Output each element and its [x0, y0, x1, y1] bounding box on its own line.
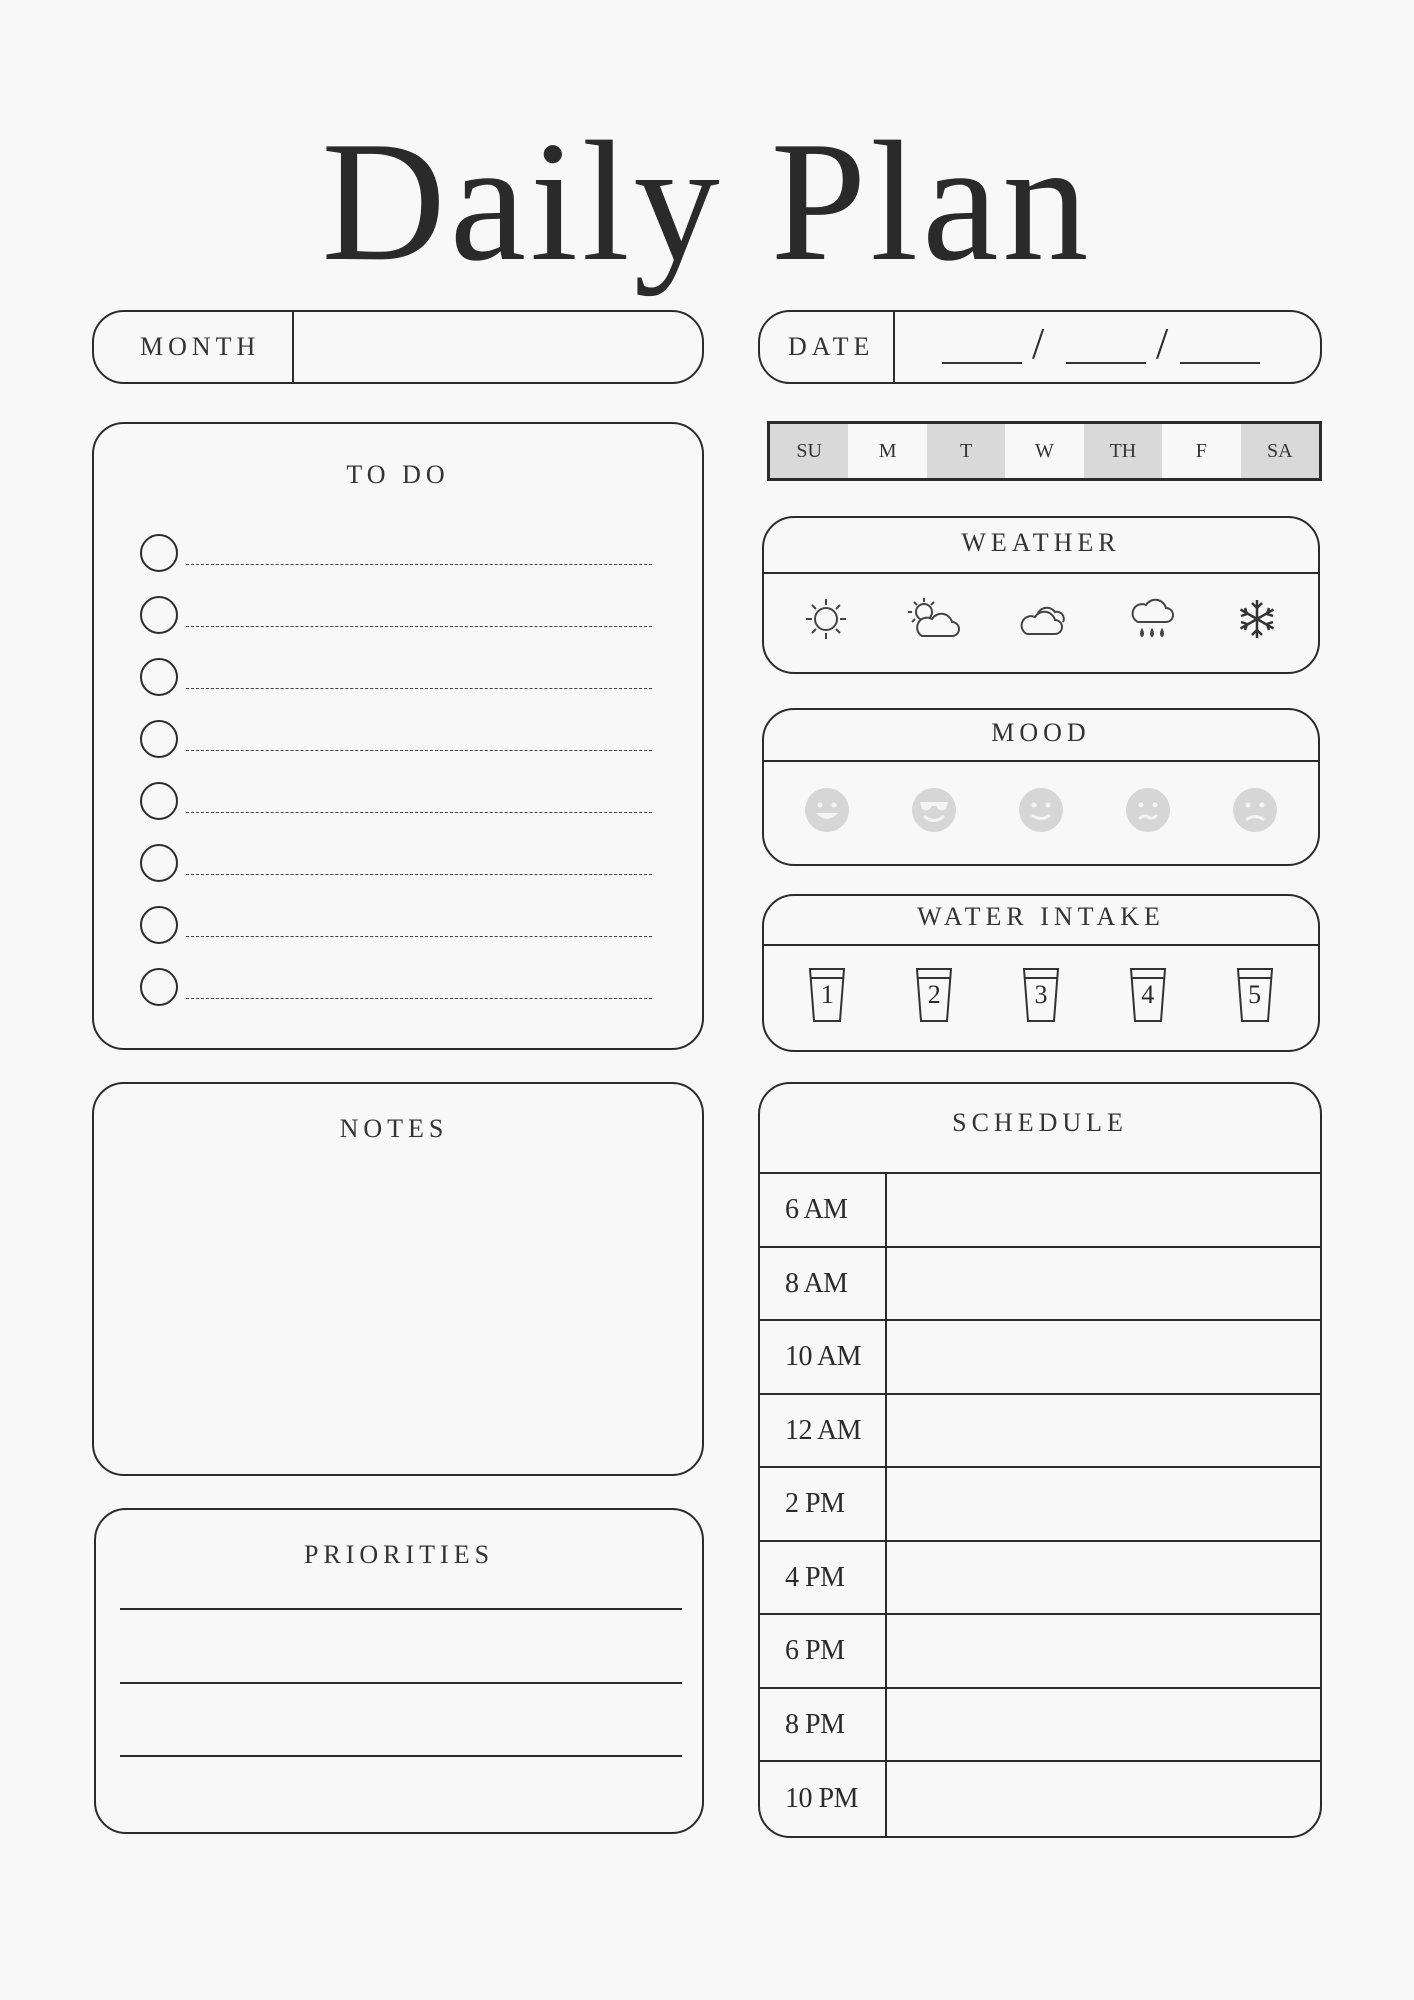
schedule-time: 2 PM — [760, 1468, 887, 1540]
weather-section — [762, 516, 1320, 674]
date-label: DATE — [788, 332, 875, 361]
month-field[interactable] — [92, 310, 704, 384]
checkbox-icon[interactable] — [140, 906, 178, 944]
water-glass-number: 2 — [927, 980, 941, 1009]
date-blank-day[interactable] — [942, 362, 1022, 364]
todo-line[interactable] — [186, 564, 652, 565]
date-divider — [893, 312, 895, 382]
mood-section — [762, 708, 1320, 866]
partly-cloudy-icon[interactable] — [906, 596, 960, 646]
happy-face-icon[interactable] — [804, 787, 850, 837]
todo-title: TO DO — [346, 460, 450, 489]
schedule-row[interactable] — [760, 1687, 1320, 1760]
day-t[interactable]: T — [927, 424, 1005, 478]
sad-face-icon[interactable] — [1232, 787, 1278, 837]
todo-item[interactable] — [140, 906, 652, 946]
cloudy-icon[interactable] — [1017, 596, 1071, 646]
schedule-time: 6 PM — [760, 1615, 887, 1687]
rain-icon[interactable] — [1128, 594, 1178, 648]
checkbox-icon[interactable] — [140, 782, 178, 820]
water-glass-number: 3 — [1034, 980, 1048, 1009]
mood-divider — [764, 760, 1318, 762]
sun-icon[interactable] — [803, 596, 849, 646]
todo-line[interactable] — [186, 936, 652, 937]
water-glass-number: 1 — [820, 980, 834, 1009]
water-intake-section — [762, 894, 1320, 1052]
day-of-week-selector — [767, 421, 1322, 481]
schedule-row[interactable] — [760, 1540, 1320, 1613]
priorities-section — [94, 1508, 704, 1834]
todo-item[interactable] — [140, 720, 652, 760]
todo-item[interactable] — [140, 968, 652, 1008]
priority-line[interactable] — [120, 1682, 682, 1684]
priority-line[interactable] — [120, 1608, 682, 1610]
checkbox-icon[interactable] — [140, 968, 178, 1006]
month-divider — [292, 312, 294, 382]
water-glass-icon[interactable] — [1235, 966, 1275, 1024]
todo-line[interactable] — [186, 874, 652, 875]
date-blank-year[interactable] — [1180, 362, 1260, 364]
day-m[interactable]: M — [878, 439, 897, 462]
schedule-row[interactable] — [760, 1172, 1320, 1246]
water-glasses — [774, 950, 1308, 1040]
todo-item[interactable] — [140, 782, 652, 822]
page-title: Daily Plan — [321, 107, 1093, 297]
date-separator-2: / — [1156, 319, 1169, 368]
schedule-row[interactable] — [760, 1613, 1320, 1687]
mood-title: MOOD — [991, 718, 1091, 747]
schedule-row[interactable] — [760, 1393, 1320, 1466]
confused-face-icon[interactable] — [1125, 787, 1171, 837]
weather-title: WEATHER — [961, 528, 1121, 557]
date-field[interactable] — [758, 310, 1322, 384]
schedule-row[interactable] — [760, 1319, 1320, 1393]
todo-item[interactable] — [140, 534, 652, 574]
schedule-row[interactable] — [760, 1760, 1320, 1836]
weather-divider — [764, 572, 1318, 574]
schedule-time: 12 AM — [760, 1395, 887, 1466]
water-glass-number: 5 — [1248, 980, 1262, 1009]
schedule-time: 8 AM — [760, 1248, 887, 1319]
schedule-time: 4 PM — [760, 1542, 887, 1613]
month-label: MONTH — [140, 332, 261, 361]
schedule-title: SCHEDULE — [952, 1108, 1128, 1137]
water-glass-icon[interactable] — [914, 966, 954, 1024]
day-su[interactable]: SU — [770, 424, 848, 478]
checkbox-icon[interactable] — [140, 596, 178, 634]
checkbox-icon[interactable] — [140, 720, 178, 758]
checkbox-icon[interactable] — [140, 844, 178, 882]
water-intake-divider — [764, 944, 1318, 946]
checkbox-icon[interactable] — [140, 534, 178, 572]
snowflake-icon[interactable] — [1235, 597, 1279, 645]
water-glass-icon[interactable] — [1021, 966, 1061, 1024]
mood-icons — [774, 764, 1308, 860]
schedule-time: 10 PM — [760, 1762, 887, 1836]
schedule-time: 6 AM — [760, 1174, 887, 1246]
notes-title: NOTES — [339, 1114, 449, 1143]
weather-icons — [774, 576, 1308, 666]
todo-item[interactable] — [140, 596, 652, 636]
todo-line[interactable] — [186, 688, 652, 689]
todo-line[interactable] — [186, 998, 652, 999]
notes-section[interactable] — [92, 1082, 704, 1476]
day-f[interactable]: F — [1195, 439, 1207, 462]
water-glass-number: 4 — [1141, 980, 1155, 1009]
water-glass-icon[interactable] — [807, 966, 847, 1024]
day-w[interactable]: W — [1035, 439, 1054, 462]
priority-line[interactable] — [120, 1755, 682, 1757]
schedule-time: 8 PM — [760, 1689, 887, 1760]
schedule-row[interactable] — [760, 1466, 1320, 1540]
cool-face-icon[interactable] — [911, 787, 957, 837]
day-sa[interactable]: SA — [1241, 424, 1319, 478]
todo-line[interactable] — [186, 812, 652, 813]
todo-item[interactable] — [140, 658, 652, 698]
date-separator-1: / — [1032, 319, 1045, 368]
todo-item[interactable] — [140, 844, 652, 884]
smile-face-icon[interactable] — [1018, 787, 1064, 837]
schedule-row[interactable] — [760, 1246, 1320, 1319]
water-glass-icon[interactable] — [1128, 966, 1168, 1024]
priorities-title: PRIORITIES — [303, 1540, 495, 1569]
schedule-time: 10 AM — [760, 1321, 887, 1393]
schedule-section — [758, 1082, 1322, 1838]
day-th[interactable]: TH — [1084, 424, 1162, 478]
todo-line[interactable] — [186, 626, 652, 627]
checkbox-icon[interactable] — [140, 658, 178, 696]
todo-line[interactable] — [186, 750, 652, 751]
water-intake-title: WATER INTAKE — [917, 902, 1165, 931]
date-blank-month[interactable] — [1066, 362, 1146, 364]
